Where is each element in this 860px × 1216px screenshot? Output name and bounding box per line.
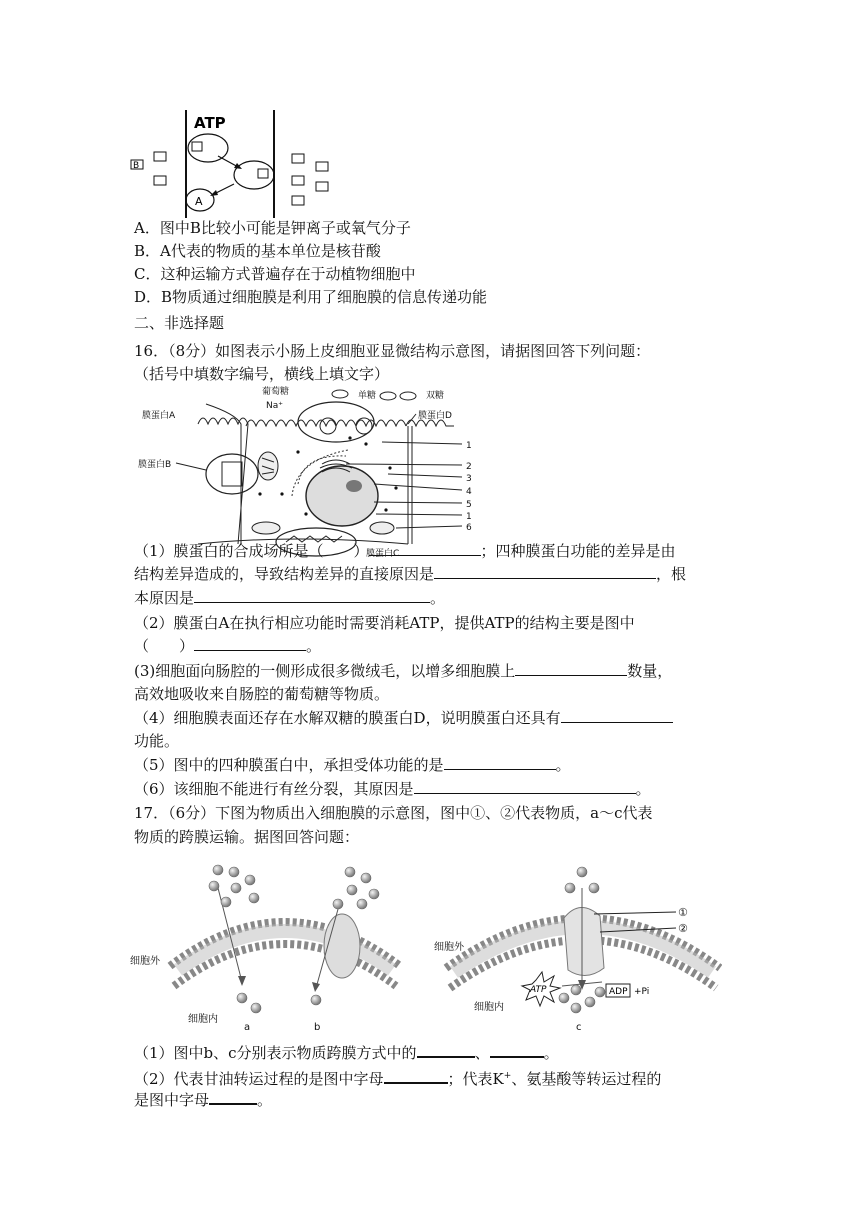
q17-p2c: 、氨基酸等转运过程的 <box>511 1070 662 1088</box>
q16-stem-1: 16．（8分）如图表示小肠上皮细胞亚显微结构示意图，请据图回答下列问题： <box>134 342 651 360</box>
pi-label: +Pi <box>634 987 650 997</box>
q17-part2-line1 <box>134 1066 661 1089</box>
q16-p6a: （6）该细胞不能进行有丝分裂，其原因是 <box>134 780 414 798</box>
outside-label-left: 细胞外 <box>130 956 160 967</box>
label-c: c <box>576 1022 582 1033</box>
membrane-protein-d: 膜蛋白D <box>418 411 452 421</box>
q16-part4-line1 <box>134 708 673 728</box>
q17-p2d: 是图中字母 <box>134 1091 210 1109</box>
answer-blank[interactable] <box>515 661 627 676</box>
q17-stem-2: 物质的跨膜运输。据图回答问题： <box>134 828 360 846</box>
choice-c: C．这种运输方式普遍存在于动植物细胞中 <box>134 265 416 283</box>
answer-blank[interactable] <box>414 779 636 794</box>
q16-p1b: ；四种膜蛋白功能的差异是由 <box>480 542 676 560</box>
q16-p3b: 数量， <box>627 662 673 680</box>
section-heading: 二、非选择题 <box>134 314 225 332</box>
num-6: 6 <box>466 523 472 533</box>
q17-p2e: 。 <box>257 1091 273 1109</box>
di-label: 双糖 <box>426 391 445 401</box>
q16-part2-line2 <box>134 636 321 656</box>
inside-label-left: 细胞内 <box>188 1014 218 1025</box>
num-3: 3 <box>466 474 472 484</box>
q17-p2b: ；代表K <box>447 1070 504 1088</box>
answer-blank[interactable] <box>490 1042 544 1058</box>
atp-label: ATP <box>194 114 226 132</box>
atp-transport-figure <box>126 108 346 220</box>
q16-part5 <box>134 755 571 775</box>
q17-stem-1: 17．（6分）下图为物质出入细胞膜的示意图，图中①、②代表物质，a～c代表 <box>134 804 653 822</box>
num-1: 1 <box>466 441 472 451</box>
a-label: A <box>195 195 203 208</box>
q16-part1-line2 <box>134 564 686 584</box>
membrane-protein-b: 膜蛋白B <box>138 460 172 470</box>
answer-blank[interactable] <box>384 1068 448 1084</box>
membrane-transport-figure <box>130 858 722 1034</box>
q16-part3-line1 <box>134 661 672 681</box>
answer-blank[interactable] <box>369 541 481 556</box>
membrane-protein-a: 膜蛋白A <box>142 411 176 421</box>
answer-blank[interactable] <box>209 1089 257 1105</box>
q16-p1c: 结构差异造成的，导致结构差异的直接原因是 <box>134 565 435 583</box>
label-marker-2: ② <box>678 922 688 935</box>
q16-p4a: （4）细胞膜表面还存在水解双糖的膜蛋白D，说明膜蛋白还具有 <box>134 709 561 727</box>
q17-p2a: （2）代表甘油转运过程的是图中字母 <box>134 1070 384 1088</box>
q16-p2b: （ ） <box>134 637 195 655</box>
q16-p3a: (3)细胞面向肠腔的一侧形成很多微绒毛，以增多细胞膜上 <box>134 662 516 680</box>
adp-label: ADP <box>609 987 628 997</box>
q17-p2sup: + <box>503 1071 512 1081</box>
mono-label: 单糖 <box>358 391 377 401</box>
answer-blank[interactable] <box>561 708 673 723</box>
q16-p5b: 。 <box>555 756 571 774</box>
glucose-label: 葡萄糖 <box>262 387 290 397</box>
answer-blank[interactable] <box>434 564 656 579</box>
q17-part2-line2 <box>134 1089 272 1110</box>
answer-blank[interactable] <box>194 636 306 651</box>
answer-blank[interactable] <box>194 588 430 603</box>
q16-p1f: 。 <box>430 589 446 607</box>
q16-part2-line1: （2）膜蛋白A在执行相应功能时需要消耗ATP，提供ATP的结构主要是图中 <box>134 614 635 632</box>
q16-p1e: 本原因是 <box>134 589 195 607</box>
label-b: b <box>314 1022 321 1033</box>
q16-part4-line2: 功能。 <box>134 732 180 750</box>
label-marker-1: ① <box>678 906 688 919</box>
inside-label-right: 细胞内 <box>474 1002 504 1013</box>
atp-burst-label: ATP <box>530 985 547 995</box>
q16-part1-line1 <box>134 541 676 561</box>
label-a: a <box>244 1022 251 1033</box>
q16-part1-line3 <box>134 588 445 608</box>
num-5: 5 <box>466 500 472 510</box>
answer-blank[interactable] <box>444 755 556 770</box>
na-label: Na⁺ <box>266 401 283 411</box>
choice-a: A．图中B比较小可能是钾离子或氧气分子 <box>134 219 411 237</box>
membrane-protein-c: 膜蛋白C <box>366 549 400 559</box>
q16-p1a: （1）膜蛋白的合成场所是（ ） <box>134 542 369 560</box>
cell-diagram <box>136 384 486 560</box>
q17-p1c: 。 <box>543 1044 559 1062</box>
choice-d: D．B物质通过细胞膜是利用了细胞膜的信息传递功能 <box>134 288 488 306</box>
outside-label-right: 细胞外 <box>434 942 464 953</box>
q16-p6b: 。 <box>635 780 651 798</box>
q16-part6 <box>134 779 651 799</box>
num-4: 4 <box>466 487 472 497</box>
q16-p2c: 。 <box>306 637 322 655</box>
answer-blank[interactable] <box>417 1042 475 1058</box>
num-2: 2 <box>466 462 472 472</box>
q16-p1d: ，根 <box>656 565 687 583</box>
num-1b: 1 <box>466 512 472 522</box>
choice-b: B．A代表的物质的基本单位是核苷酸 <box>134 242 381 260</box>
q16-stem-2: （括号中填数字编号，横线上填文字） <box>134 365 390 383</box>
b-label: B <box>133 161 140 171</box>
q16-p5a: （5）图中的四种膜蛋白中，承担受体功能的是 <box>134 756 444 774</box>
q17-p1a: （1）图中b、c分别表示物质跨膜方式中的 <box>134 1044 417 1062</box>
q16-part3-line2: 高效地吸收来自肠腔的葡萄糖等物质。 <box>134 685 390 703</box>
q17-part1 <box>134 1042 559 1063</box>
q17-p1b: 、 <box>474 1044 490 1062</box>
